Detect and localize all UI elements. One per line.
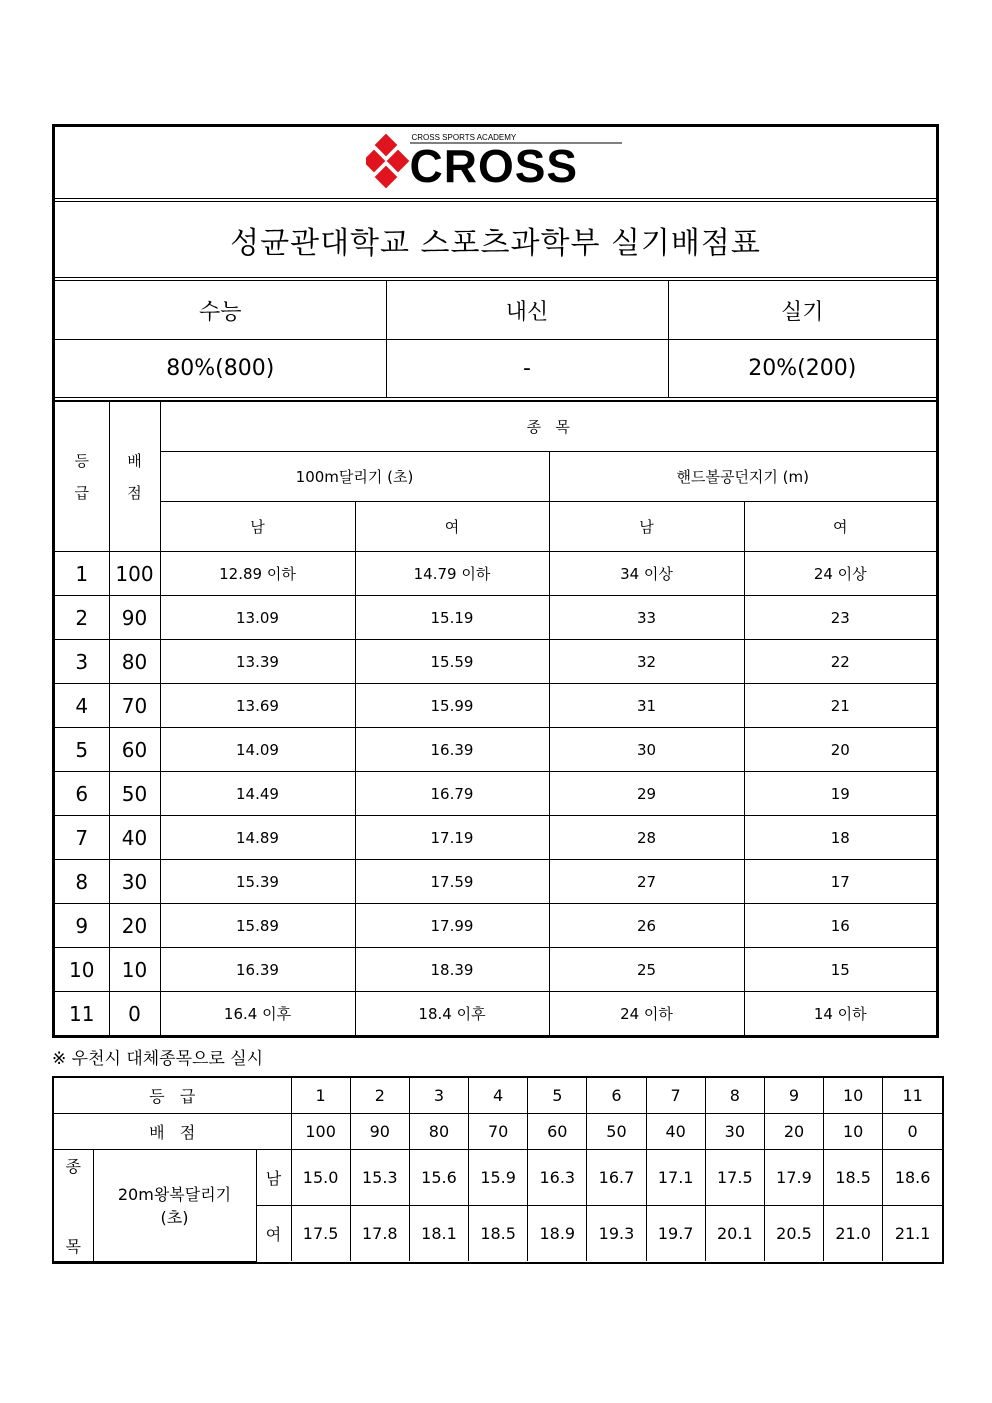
alt-male-label: 남	[256, 1150, 291, 1206]
alt-score-cell: 20	[764, 1114, 823, 1150]
throw-male-cell: 32	[549, 640, 744, 684]
alt-grade-cell: 3	[409, 1078, 468, 1114]
grade-cell: 1	[55, 552, 109, 596]
alt-score-cell: 90	[350, 1114, 409, 1150]
grade-cell: 3	[55, 640, 109, 684]
event2-header: 핸드볼공던지기 (m)	[549, 452, 936, 502]
alt-male-cell: 15.3	[350, 1150, 409, 1206]
cross-logo	[366, 131, 626, 191]
alt-female-cell: 21.0	[824, 1206, 883, 1262]
table-row	[55, 552, 936, 596]
score-cell: 100	[109, 552, 160, 596]
throw-male-cell: 29	[549, 772, 744, 816]
ratio-value-naesin: -	[386, 340, 668, 400]
score-cell: 60	[109, 728, 160, 772]
alt-grade-cell: 4	[469, 1078, 528, 1114]
logo-brand: CROSS	[409, 139, 579, 192]
run-female-cell: 17.19	[355, 816, 549, 860]
throw-male-cell: 31	[549, 684, 744, 728]
alt-male-cell: 18.5	[824, 1150, 883, 1206]
grade-cell: 11	[55, 992, 109, 1036]
ratio-table	[55, 281, 936, 401]
run-male-cell: 16.39	[160, 948, 355, 992]
alt-male-cell: 17.1	[646, 1150, 705, 1206]
event1-male-header: 남	[160, 502, 355, 552]
throw-male-cell: 28	[549, 816, 744, 860]
throw-female-cell: 22	[744, 640, 936, 684]
page-title: 성균관대학교 스포츠과학부 실기배점표	[55, 200, 936, 279]
alt-score-cell: 50	[587, 1114, 646, 1150]
alt-grade-cell: 1	[291, 1078, 350, 1114]
grade-cell: 10	[55, 948, 109, 992]
run-male-cell: 13.69	[160, 684, 355, 728]
alt-score-cell: 0	[883, 1114, 942, 1150]
run-female-cell: 16.79	[355, 772, 549, 816]
run-female-cell: 16.39	[355, 728, 549, 772]
throw-female-cell: 16	[744, 904, 936, 948]
score-cell: 40	[109, 816, 160, 860]
ratio-value-silgi: 20%(200)	[668, 340, 936, 400]
logo-cell	[55, 127, 936, 200]
alt-female-cell: 19.3	[587, 1206, 646, 1262]
score-rows	[55, 552, 936, 1036]
alt-event-name	[93, 1150, 256, 1262]
event1-female-header: 여	[355, 502, 549, 552]
throw-male-cell: 34 이상	[549, 552, 744, 596]
throw-female-cell: 15	[744, 948, 936, 992]
alt-grade-cell: 8	[705, 1078, 764, 1114]
ratio-header-naesin: 내신	[386, 281, 668, 340]
throw-female-cell: 24 이상	[744, 552, 936, 596]
event1-header: 100m달리기 (초)	[160, 452, 549, 502]
events-header-text: 종 목	[526, 418, 570, 436]
alt-event-vertical	[54, 1150, 93, 1262]
alt-male-cell: 17.9	[764, 1150, 823, 1206]
alt-female-cell: 20.1	[705, 1206, 764, 1262]
run-female-cell: 15.19	[355, 596, 549, 640]
grade-cell: 5	[55, 728, 109, 772]
run-male-cell: 15.89	[160, 904, 355, 948]
alt-score-cell: 100	[291, 1114, 350, 1150]
alt-male-row	[54, 1150, 942, 1206]
alt-score-cell: 70	[469, 1114, 528, 1150]
run-male-cell: 14.89	[160, 816, 355, 860]
alt-grade-cell: 9	[764, 1078, 823, 1114]
table-row	[55, 728, 936, 772]
throw-male-cell: 25	[549, 948, 744, 992]
alt-grade-cell: 5	[528, 1078, 587, 1114]
score-header	[109, 402, 160, 552]
run-male-cell: 15.39	[160, 860, 355, 904]
throw-male-cell: 33	[549, 596, 744, 640]
throw-male-cell: 24 이하	[549, 992, 744, 1036]
alt-grade-label-text: 등 급	[149, 1087, 196, 1106]
header-table	[55, 127, 936, 281]
throw-female-cell: 14 이하	[744, 992, 936, 1036]
score-cell: 50	[109, 772, 160, 816]
ratio-value-suneung: 80%(800)	[55, 340, 386, 400]
alt-male-cell: 16.7	[587, 1150, 646, 1206]
event2-female-header: 여	[744, 502, 936, 552]
alt-male-cell: 15.6	[409, 1150, 468, 1206]
run-male-cell: 12.89 이하	[160, 552, 355, 596]
run-male-cell: 13.09	[160, 596, 355, 640]
table-row	[55, 904, 936, 948]
table-row	[55, 596, 936, 640]
run-male-cell: 16.4 이후	[160, 992, 355, 1036]
alt-male-cell: 15.0	[291, 1150, 350, 1206]
score-cell: 90	[109, 596, 160, 640]
alt-event-table-wrap	[52, 1076, 944, 1264]
score-cell: 30	[109, 860, 160, 904]
ratio-header-suneung: 수능	[55, 281, 386, 340]
alt-score-label-text: 배 점	[149, 1123, 196, 1142]
run-female-cell: 17.99	[355, 904, 549, 948]
throw-female-cell: 19	[744, 772, 936, 816]
throw-female-cell: 18	[744, 816, 936, 860]
score-header-text: 배 점	[127, 451, 142, 502]
run-female-cell: 15.99	[355, 684, 549, 728]
alt-grade-cell: 2	[350, 1078, 409, 1114]
grade-cell: 2	[55, 596, 109, 640]
score-table	[55, 401, 936, 1035]
table-row	[55, 816, 936, 860]
table-row	[55, 684, 936, 728]
score-cell: 10	[109, 948, 160, 992]
logo-tagline: CROSS SPORTS ACADEMY	[412, 133, 520, 142]
alt-grade-cell: 6	[587, 1078, 646, 1114]
throw-male-cell: 30	[549, 728, 744, 772]
alt-score-label	[54, 1114, 291, 1150]
throw-female-cell: 21	[744, 684, 936, 728]
throw-male-cell: 27	[549, 860, 744, 904]
alt-event-vertical-top: 종	[65, 1157, 81, 1176]
grade-cell: 9	[55, 904, 109, 948]
table-row	[55, 992, 936, 1036]
table-row	[55, 640, 936, 684]
alt-grade-cell: 7	[646, 1078, 705, 1114]
score-cell: 0	[109, 992, 160, 1036]
throw-female-cell: 17	[744, 860, 936, 904]
grade-cell: 7	[55, 816, 109, 860]
alt-score-row	[54, 1114, 942, 1150]
alt-female-cell: 18.5	[469, 1206, 528, 1262]
alt-female-cell: 20.5	[764, 1206, 823, 1262]
alt-event-table	[54, 1078, 942, 1262]
table-row	[55, 948, 936, 992]
grade-header-text: 등 급	[74, 451, 89, 502]
grade-cell: 8	[55, 860, 109, 904]
event2-male-header: 남	[549, 502, 744, 552]
run-female-cell: 17.59	[355, 860, 549, 904]
rain-note: ※ 우천시 대체종목으로 실시	[52, 1049, 264, 1069]
run-female-cell: 18.39	[355, 948, 549, 992]
score-cell: 80	[109, 640, 160, 684]
alt-event-vertical-bottom: 목	[65, 1236, 81, 1256]
run-female-cell: 15.59	[355, 640, 549, 684]
alt-score-cell: 30	[705, 1114, 764, 1150]
alt-score-cell: 80	[409, 1114, 468, 1150]
alt-grade-label	[54, 1078, 291, 1114]
score-cell: 20	[109, 904, 160, 948]
throw-female-cell: 23	[744, 596, 936, 640]
grade-cell: 6	[55, 772, 109, 816]
run-female-cell: 14.79 이하	[355, 552, 549, 596]
table-row	[55, 772, 936, 816]
grade-cell: 4	[55, 684, 109, 728]
alt-female-cell: 21.1	[883, 1206, 942, 1262]
alt-male-cell: 18.6	[883, 1150, 942, 1206]
alt-female-cell: 17.8	[350, 1206, 409, 1262]
alt-female-cell: 18.9	[528, 1206, 587, 1262]
alt-score-cell: 40	[646, 1114, 705, 1150]
table-row	[55, 860, 936, 904]
run-male-cell: 13.39	[160, 640, 355, 684]
alt-grade-cell: 11	[883, 1078, 942, 1114]
alt-female-label: 여	[256, 1206, 291, 1262]
run-female-cell: 18.4 이후	[355, 992, 549, 1036]
throw-male-cell: 26	[549, 904, 744, 948]
throw-female-cell: 20	[744, 728, 936, 772]
alt-male-cell: 16.3	[528, 1150, 587, 1206]
alt-event-name-text: 20m왕복달리기 (초)	[117, 1185, 232, 1228]
ratio-header-silgi: 실기	[668, 281, 936, 340]
alt-grade-row	[54, 1078, 942, 1114]
alt-female-cell: 17.5	[291, 1206, 350, 1262]
alt-score-cell: 60	[528, 1114, 587, 1150]
score-sheet	[52, 124, 939, 1038]
run-male-cell: 14.49	[160, 772, 355, 816]
events-header	[160, 402, 936, 452]
run-male-cell: 14.09	[160, 728, 355, 772]
alt-grade-cell: 10	[824, 1078, 883, 1114]
alt-male-cell: 15.9	[469, 1150, 528, 1206]
grade-header	[55, 402, 109, 552]
alt-male-cell: 17.5	[705, 1150, 764, 1206]
alt-score-cell: 10	[824, 1114, 883, 1150]
alt-female-cell: 18.1	[409, 1206, 468, 1262]
alt-female-cell: 19.7	[646, 1206, 705, 1262]
score-cell: 70	[109, 684, 160, 728]
